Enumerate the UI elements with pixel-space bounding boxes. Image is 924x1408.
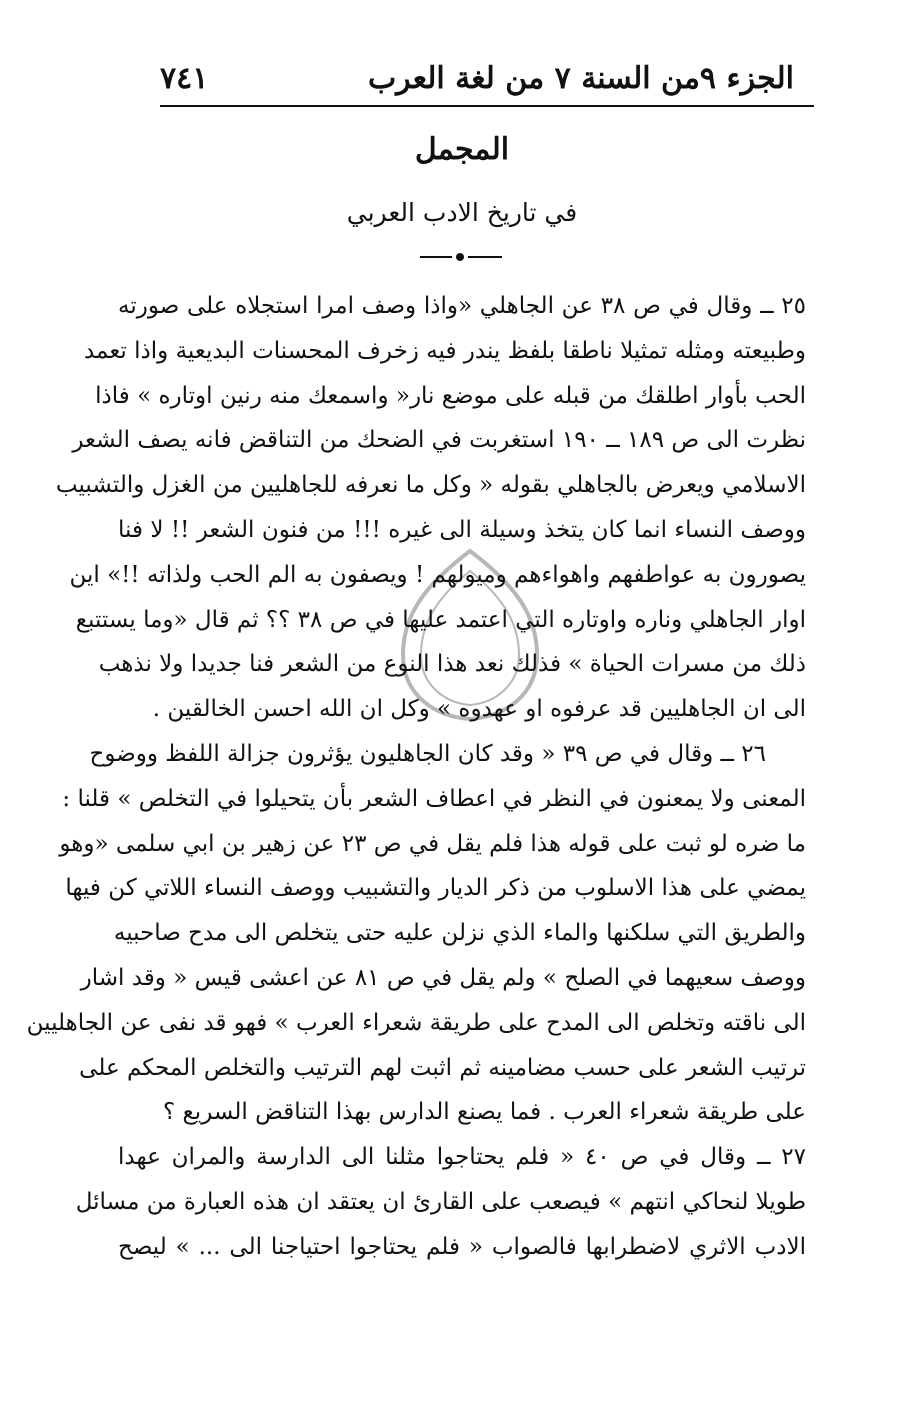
header-title: الجزء ٩من السنة ٧ من لغة العرب: [367, 60, 794, 96]
running-header: [160, 58, 794, 98]
section-ornament: [420, 250, 502, 264]
text-line: ٢٦ ــ وقال في ص ٣٩ « وقد كان الجاهليون يؤثرون جزالة اللفظ ووضوح: [89, 740, 766, 767]
text-line: ووصف النساء انما كان يتخذ وسيلة الى غيره !!! من فنون الشعر !! لا فنا: [118, 516, 806, 543]
text-line: على طريقة شعراء العرب . فما يصنع الدارس بهذا التناقض السريع ؟: [163, 1099, 806, 1126]
text-line: ٢٥ ــ وقال في ص ٣٨ عن الجاهلي «واذا وصف امرا استجلاه على صورته: [118, 293, 807, 319]
text-line: الادب الاثري لاضطرابها فالصواب « فلم يحتاجوا احتياجنا الى ... » ليصح: [118, 1233, 806, 1260]
text-line: يصورون به عواطفهم واهواءهم وميولهم ! ويصفون به الم الحب ولذاته !!» اين: [69, 561, 806, 588]
text-line: ما ضره لو ثبت على قوله هذا فلم يقل في ص ٢٣ عن زهير بن ابي سلمى «وهو: [59, 830, 806, 857]
text-line: المعنى ولا يمعنون في النظر في اعطاف الشعر بأن يتحيلوا في التخلص » قلنا :: [62, 785, 806, 812]
text-line: ترتيب الشعر على حسب مضامينه ثم اثبت لهم الترتيب والتخلص المحكم على: [79, 1054, 806, 1081]
text-line: يمضي على هذا الاسلوب من ذكر الديار والتشبيب ووصف النساء اللاتي كن فيها: [65, 875, 806, 902]
article-subtitle: في تاريخ الادب العربي: [346, 198, 578, 227]
text-line: وطبيعته ومثله تمثيلا ناطقا بلفظ يندر فيه زخرف المحسنات البديعية واذا تعمد: [83, 337, 806, 364]
text-line: طويلا لنحاكي انتهم » فيصعب على القارئ ان يعتقد ان هذه العبارة من مسائل: [75, 1188, 806, 1215]
text-line: الاسلامي ويعرض بالجاهلي بقوله « وكل ما نعرفه للجاهليين من الغزل والتشبيب: [55, 472, 806, 499]
text-line: اوار الجاهلي وناره واوتاره التي اعتمد عليها في ص ٣٨ ؟؟ ثم قال «وما يستتبع: [75, 606, 806, 633]
text-line: الحب بأوار اطلقك من قبله على موضع نار« واسمعك منه رنين اوتاره » فاذا: [95, 382, 806, 409]
page-number: ٧٤١: [160, 60, 209, 96]
text-line: والطريق التي سلكنها والماء الذي نزلن عليه حتى يتخلص الى مدح صاحبيه: [113, 920, 806, 947]
article-body: [26, 284, 807, 1270]
text-line: ووصف سعيهما في الصلح » ولم يقل في ص ٨١ عن اعشى قيس « وقد اشار: [80, 964, 806, 991]
text-line: الى ان الجاهليين قد عرفوه او عهدوه » وكل ان الله احسن الخالقين .: [152, 696, 806, 723]
text-line: نظرت الى ص ١٨٩ ــ ١٩٠ استغربت في الضحك من التناقض فانه يصف الشعر: [72, 427, 806, 454]
text-line: ذلك من مسرات الحياة » فذلك نعد هذا النوع من الشعر فنا جديدا ولا نذهب: [98, 651, 806, 678]
text-line: الى ناقته وتخلص الى المدح على طريقة شعراء العرب » فهو قد نفى عن الجاهليين: [26, 1009, 806, 1036]
text-line: ٢٧ ــ وقال في ص ٤٠ « فلم يحتاجوا مثلنا الى الدارسة والمران عهدا: [118, 1144, 807, 1171]
header-rule: [160, 105, 814, 107]
article-title: المجمل: [414, 132, 510, 167]
